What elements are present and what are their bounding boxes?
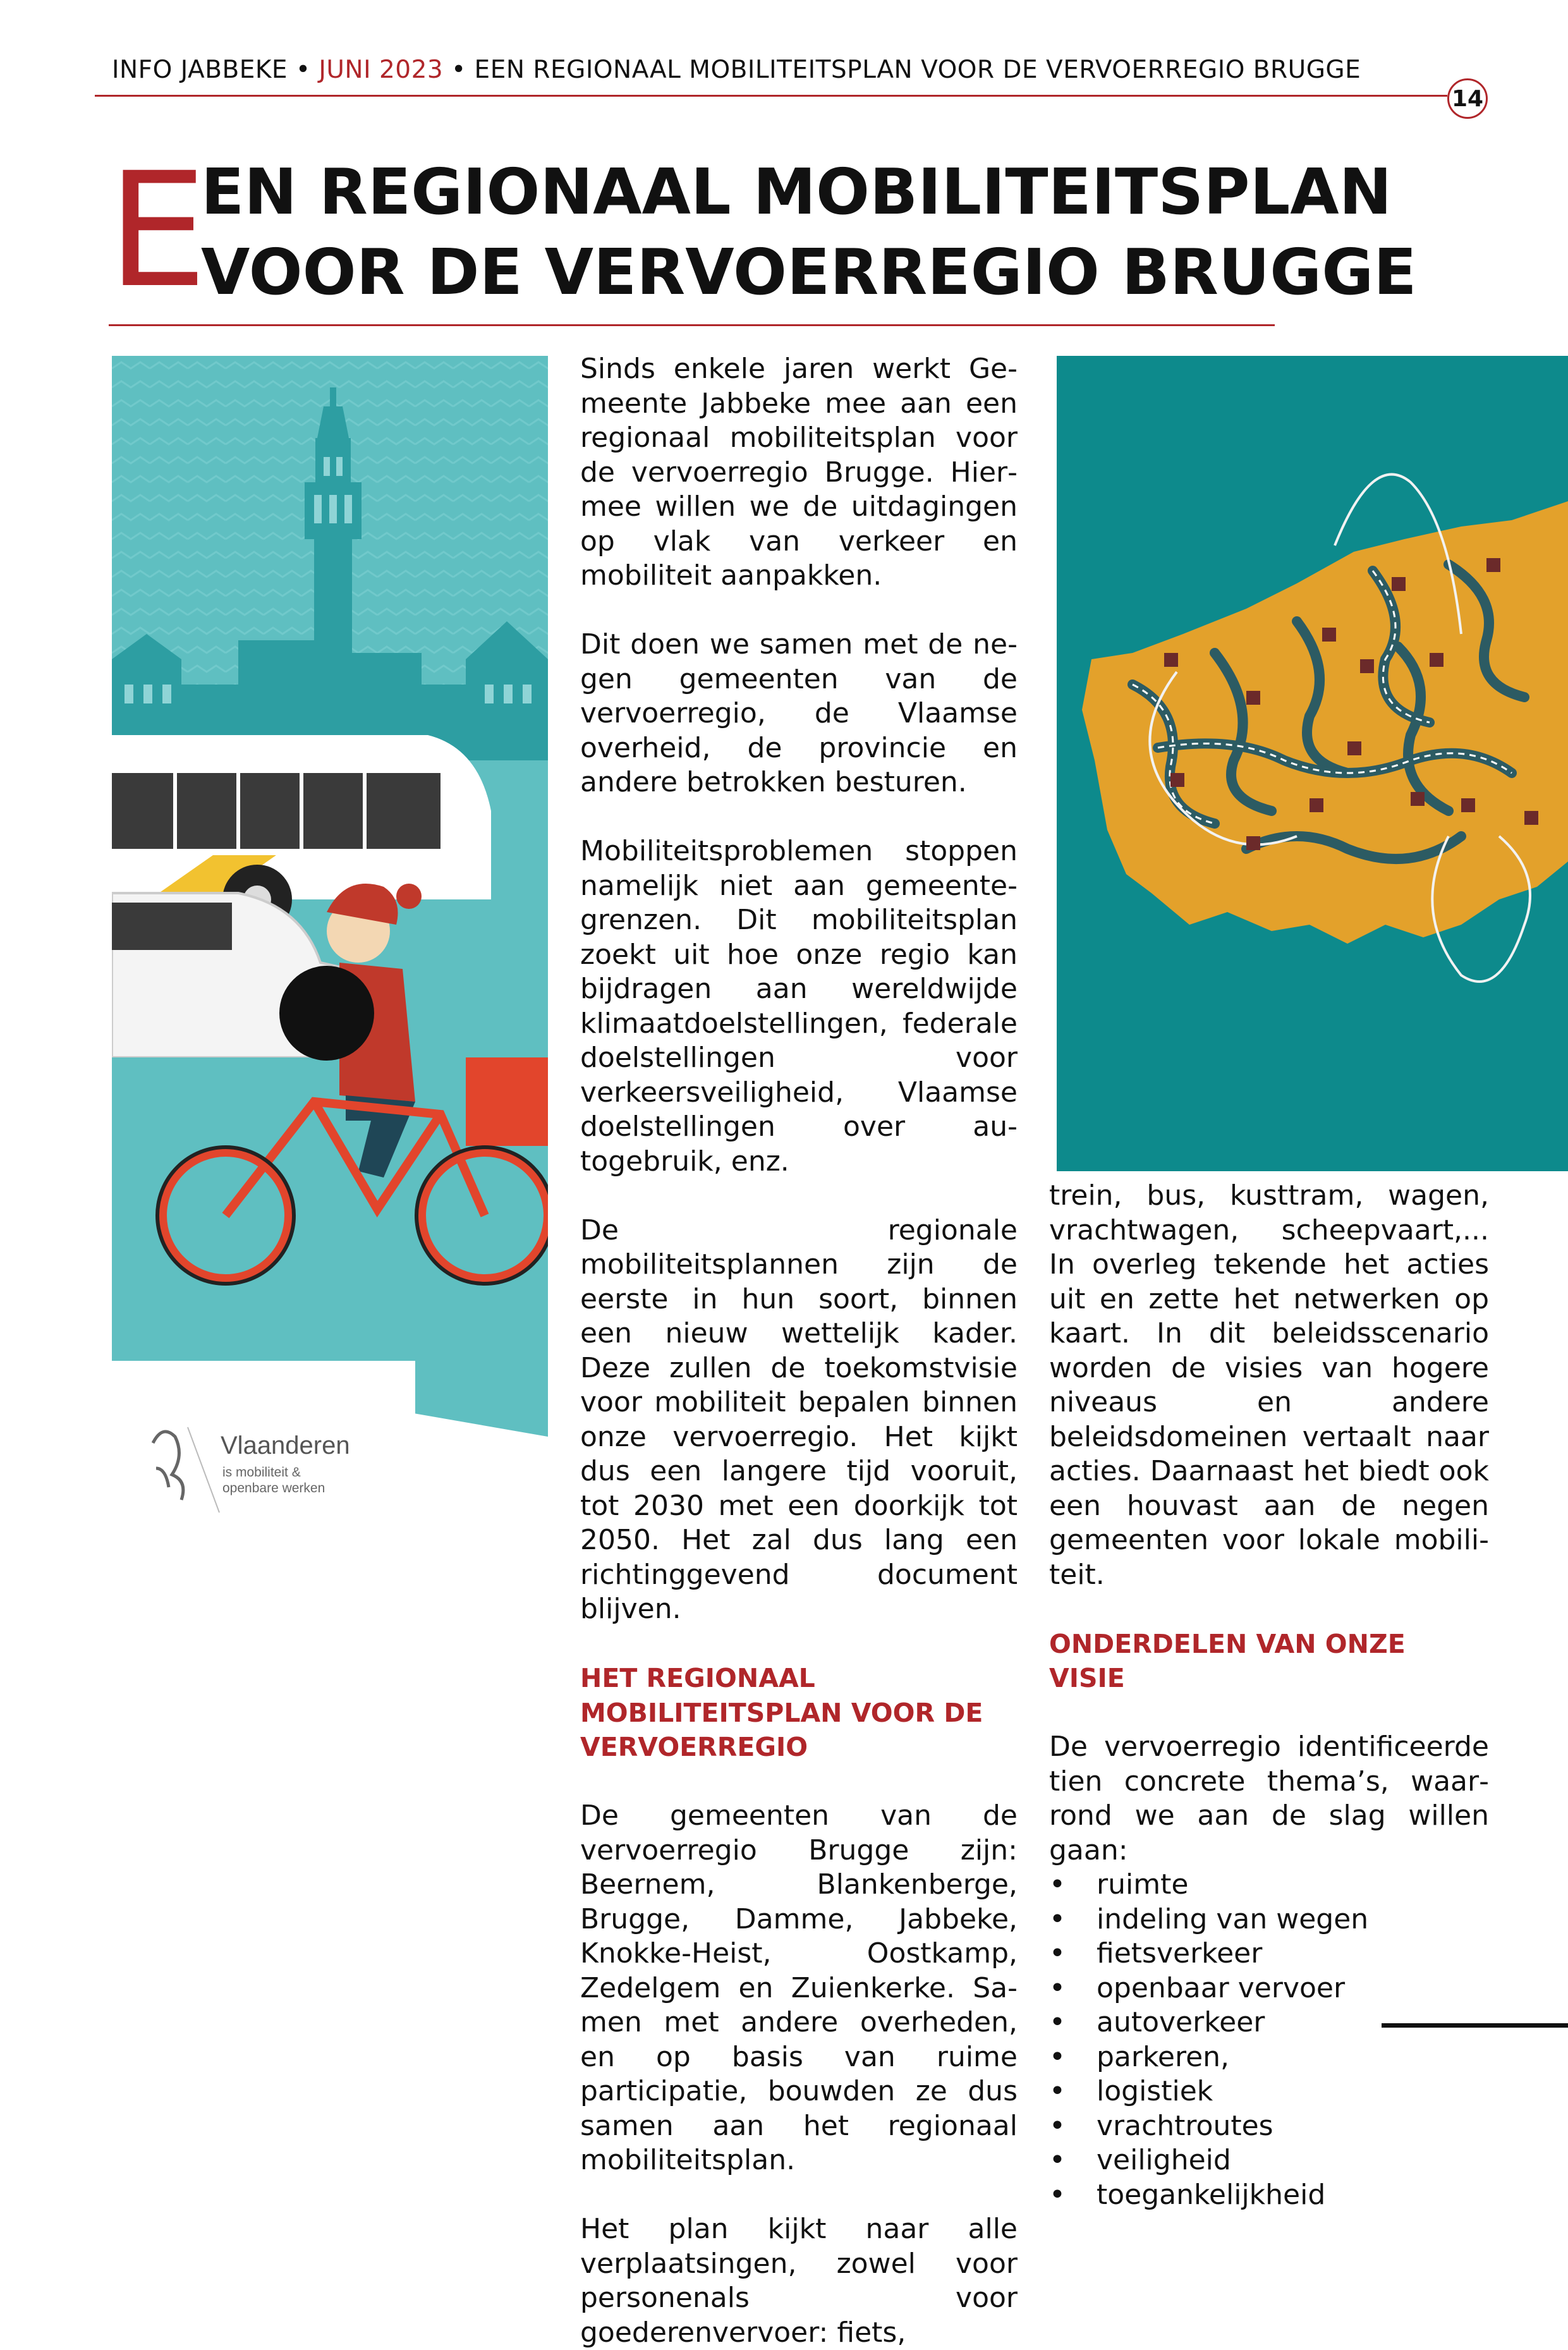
list-item: • ruimte xyxy=(1049,1868,1489,1903)
title-line-2: VOOR DE VERVOERREGIO BRUGGE xyxy=(201,235,1417,309)
list-item: • veiligheid xyxy=(1049,2143,1489,2178)
col1-paragraph-5: De gemeenten van de vervoerregio Brugge zijn: Beernem, Blankenberge, Brugge, Damme, Jabbeke, Knokke-Heist, Oostkamp, Zedelgem en Zuienkerke. Samen met andere overheden, en op basis van ruime participatie, bouwden ze dus samen aan het regionaal mobiliteitsplan. xyxy=(580,1799,1018,2176)
col1-paragraph-2: Dit doen we samen met de negen gemeenten van de vervoerregio, de Vlaamse overheid, de provincie en andere betrokken besturen. xyxy=(580,628,1018,798)
col1-paragraph-4: De regionale mobiliteitsplannen zijn de eerste in hun soort, binnen een nieuw wettelijk kader. Deze zullen de toekomstvisie voor mobiliteit bepalen binnen onze vervoerregio. Het kijkt dus een langere tijd vooruit, tot 2030 met een doorkijk tot 2050. Het zal dus lang een richtinggevend document blijven. xyxy=(580,1214,1018,1625)
logo-sub-1: is mobiliteit & xyxy=(222,1465,301,1480)
illustration-svg xyxy=(112,356,548,1528)
col2-paragraph-2: De vervoerregio identificeerde tien concrete thema’s, waarrond we aan de slag willen gaan: xyxy=(1049,1731,1489,1866)
title-line-1: EN REGIONAAL MOBILITEITSPLAN xyxy=(201,155,1392,229)
list-item: • logistiek xyxy=(1049,2074,1489,2109)
page-number: 14 xyxy=(1447,78,1488,119)
header-part1: INFO JABBEKE • xyxy=(112,56,319,84)
region-map-illustration xyxy=(1057,356,1568,1171)
list-item: • toegankelijkheid xyxy=(1049,2178,1489,2213)
header-part3: • EEN REGIONAAL MOBILITEITSPLAN VOOR DE VERVOERREGIO BRUGGE xyxy=(443,56,1361,84)
list-item: • openbaar vervoer xyxy=(1049,1971,1489,2006)
bottom-rule xyxy=(1382,2023,1568,2028)
mobility-illustration xyxy=(112,356,548,1528)
col2-paragraph-1: trein, bus, kusttram, wagen, vrachtwagen, scheepvaart,... In overleg tekende het acties uit en zette het netwerken op kaart. In dit beleidsscenario worden de visies van hogere niveaus en andere beleidsdomeinen vertaalt naar acties. Daarnaast het biedt ook een houvast aan de negen gemeenten voor lokale mobiliteit. xyxy=(1049,1179,1489,1591)
title-rule xyxy=(109,324,1275,326)
col1-paragraph-1: Sinds enkele jaren werkt Gemeente Jabbeke mee aan een regionaal mobiliteitsplan voor de vervoerregio Brugge. Hiermee willen we de uitdagingen op vlak van verkeer en mobiliteit aanpakken. xyxy=(580,353,1018,592)
col1-heading: HET REGIONAAL MOBILITEITSPLAN VOOR DE VERVOERREGIO xyxy=(580,1663,983,1762)
logo-name: Vlaanderen xyxy=(221,1432,350,1459)
col1-paragraph-6: Het plan kijkt naar alle verplaatsingen, zowel voor personenals voor goederenvervoer: fiets, xyxy=(580,2213,1018,2349)
col2-heading: ONDERDELEN VAN ONZE VISIE xyxy=(1049,1628,1406,1693)
running-header xyxy=(112,56,1361,84)
header-rule xyxy=(95,95,1447,97)
column-2 xyxy=(1049,1179,1489,2212)
list-item: • vrachtroutes xyxy=(1049,2109,1489,2144)
list-item: • parkeren, xyxy=(1049,2040,1489,2075)
map-svg xyxy=(1057,356,1568,1171)
list-item: • autoverkeer xyxy=(1049,2006,1489,2040)
list-item: • indeling van wegen xyxy=(1049,1903,1489,1937)
theme-list xyxy=(1049,1868,1489,2212)
header-date: JUNI 2023 xyxy=(319,56,444,84)
title-initial: E xyxy=(107,138,207,322)
col1-paragraph-3: Mobiliteitsproblemen stoppen namelijk niet aan gemeentegrenzen. Dit mobiliteitsplan zoekt uit hoe onze regio kan bijdragen aan wereldwijde klimaatdoelstellingen, federale doelstellingen voor verkeersveiligheid, Vlaamse doelstellingen over autogebruik, enz. xyxy=(580,835,1018,1178)
logo-sub-2: openbare werken xyxy=(222,1481,325,1495)
column-1 xyxy=(580,352,1018,2350)
list-item: • fietsverkeer xyxy=(1049,1937,1489,1971)
